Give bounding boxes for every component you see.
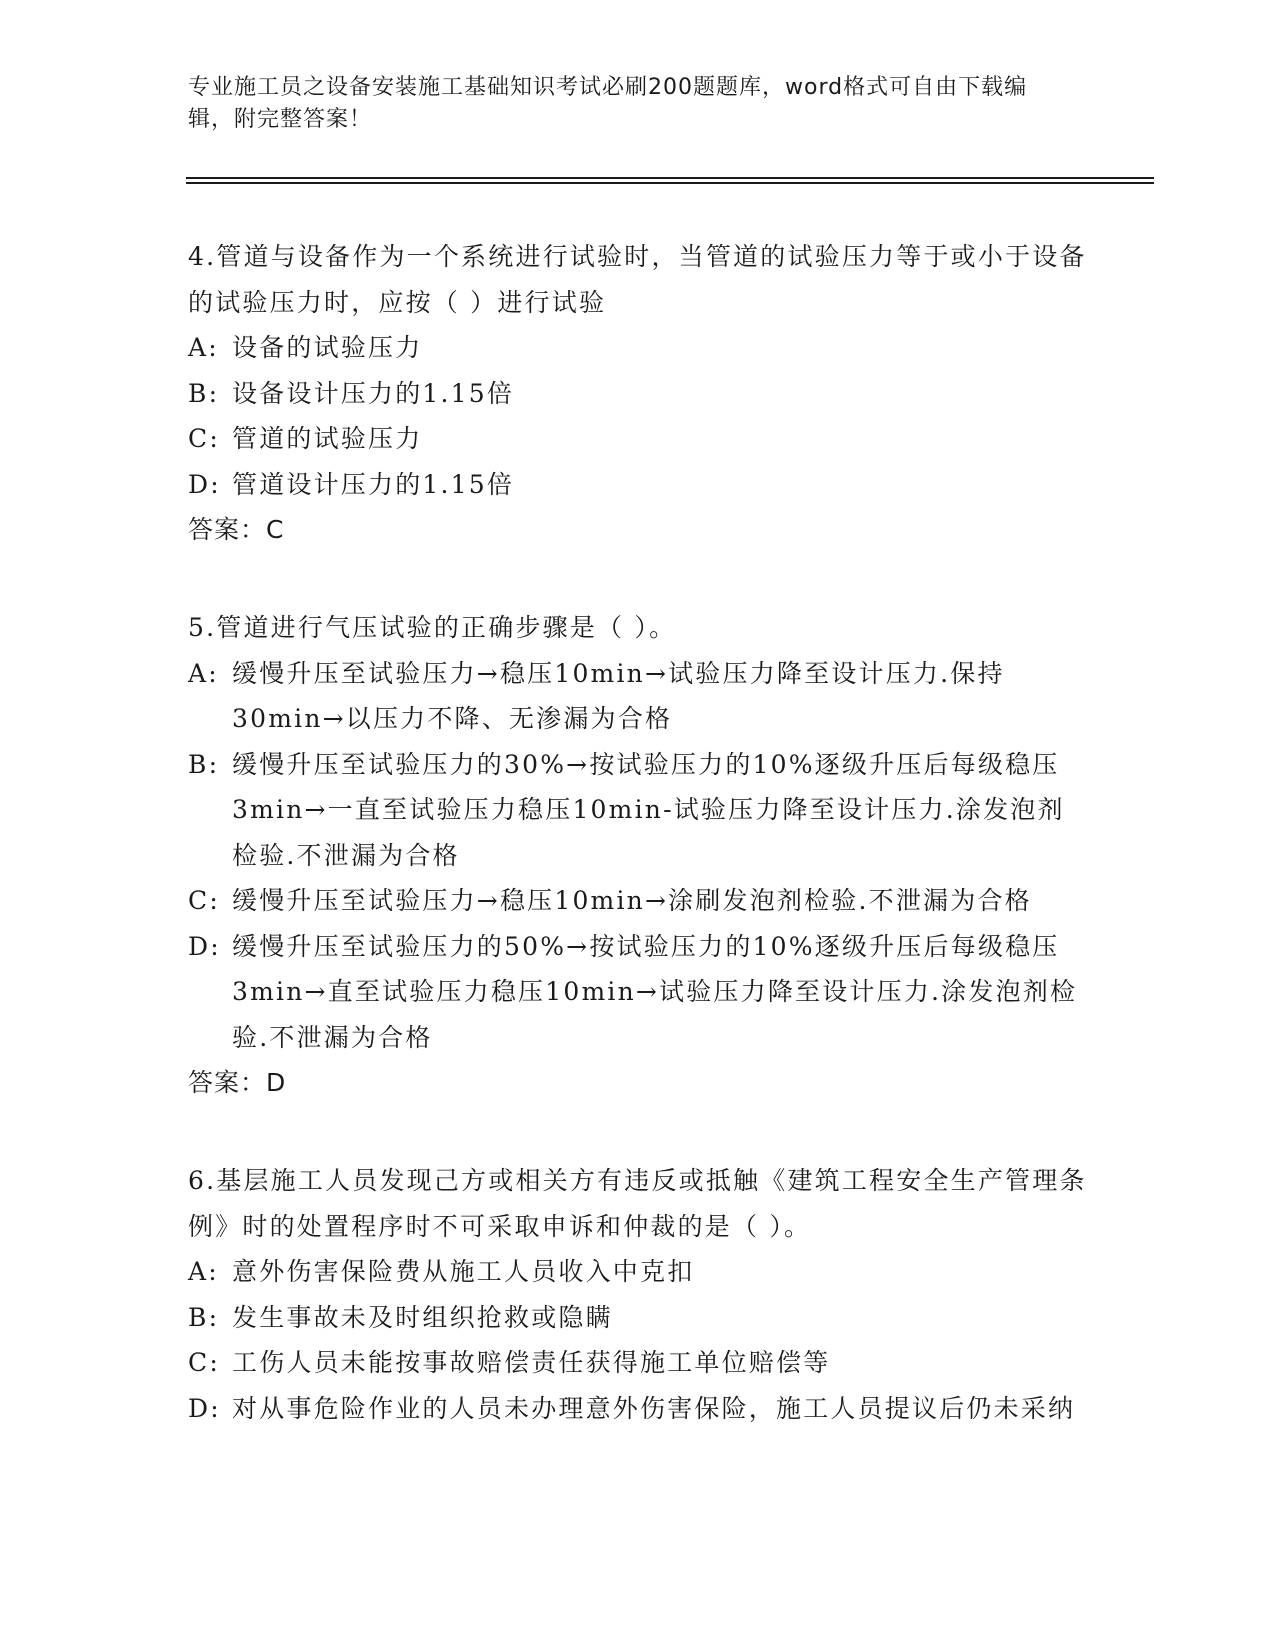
question-stem: 4.管道与设备作为一个系统进行试验时，当管道的试验压力等于或小于设备的试验压力时，应按（ ）进行试验 [188, 242, 1087, 317]
option-text: 设备的试验压力 [232, 333, 423, 362]
option-c [188, 1340, 1088, 1386]
option-d [188, 924, 1088, 1061]
option-key: B: [188, 749, 220, 779]
option-key: A: [188, 333, 219, 362]
option-key: A: [188, 658, 219, 688]
option-a [188, 1249, 1088, 1295]
option-text: 设备设计压力的1.15倍 [232, 378, 515, 408]
option-c [188, 878, 1088, 924]
option-text: 缓慢升压至试验压力的50%→按试验压力的10%逐级升压后每级稳压3min→直至试验压力稳压10min→试验压力降至设计压力.涂发泡剂检验.不泄漏为合格 [232, 931, 1078, 1052]
question-list [188, 234, 1088, 1483]
option-key: C: [188, 886, 220, 915]
option-d [188, 1386, 1088, 1432]
option-key: B: [188, 1302, 220, 1332]
option-key: B: [188, 378, 220, 408]
option-text: 缓慢升压至试验压力的30%→按试验压力的10%逐级升压后每级稳压3min→一直至试验压力稳压10min-试验压力降至设计压力.涂发泡剂检验.不泄漏为合格 [232, 749, 1065, 870]
option-text: 管道设计压力的1.15倍 [232, 469, 515, 499]
question-6 [188, 1158, 1088, 1431]
option-a [188, 651, 1088, 742]
option-a [188, 325, 1088, 371]
option-key: A: [188, 1257, 219, 1286]
option-key: C: [188, 424, 220, 453]
option-c [188, 416, 1088, 462]
option-text: 缓慢升压至试验压力→稳压10min→涂刷发泡剂检验.不泄漏为合格 [232, 886, 1032, 915]
option-b [188, 371, 1088, 417]
question-stem: 5.管道进行气压试验的正确步骤是（ ）。 [188, 613, 677, 642]
answer-label: 答案：C [188, 515, 285, 544]
option-text: 意外伤害保险费从施工人员收入中克扣 [232, 1257, 695, 1286]
option-key: D: [188, 469, 221, 499]
question-4 [188, 234, 1088, 553]
question-stem: 6.基层施工人员发现己方或相关方有违反或抵触《建筑工程安全生产管理条例》时的处置程序时不可采取申诉和仲裁的是（ ）。 [188, 1166, 1087, 1241]
option-text: 发生事故未及时组织抢救或隐瞒 [232, 1302, 613, 1332]
option-b [188, 742, 1088, 879]
option-key: D: [188, 931, 221, 961]
answer-label: 答案：D [188, 1068, 287, 1097]
option-d [188, 462, 1088, 508]
header-divider-top [186, 177, 1154, 179]
option-key: D: [188, 1393, 221, 1423]
page-header: 专业施工员之设备安装施工基础知识考试必刷200题题库，word格式可自由下载编辑，附完整答案！ [188, 75, 1028, 132]
option-text: 工伤人员未能按事故赔偿责任获得施工单位赔偿等 [232, 1348, 831, 1377]
question-5 [188, 605, 1088, 1106]
option-text: 管道的试验压力 [232, 424, 423, 453]
option-text: 对从事危险作业的人员未办理意外伤害保险，施工人员提议后仍未采纳 [232, 1393, 1076, 1423]
option-key: C: [188, 1348, 220, 1377]
option-text: 缓慢升压至试验压力→稳压10min→试验压力降至设计压力.保持30min→以压力不降、无渗漏为合格 [232, 658, 1005, 733]
option-b [188, 1295, 1088, 1341]
header-divider-bottom [186, 182, 1154, 184]
